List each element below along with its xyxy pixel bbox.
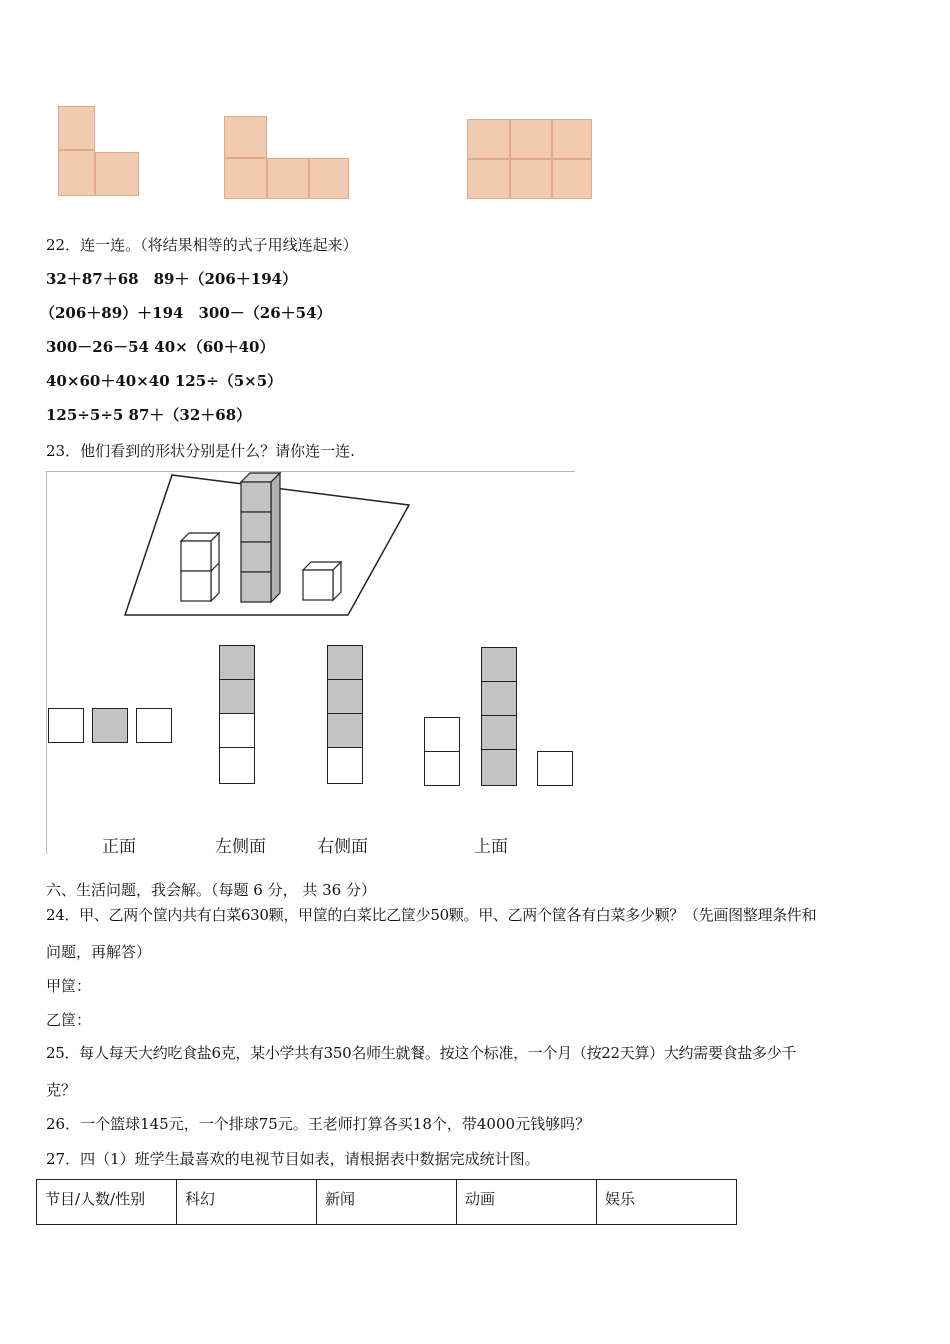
square: [510, 159, 552, 199]
square: [467, 119, 510, 159]
square: [481, 715, 517, 750]
q25-text-line1: 25．每人每天大约吃食盐6克，某小学共有350名师生就餐。按这个标准，一个月（按22天算）大约需要食盐多少千: [46, 1044, 797, 1062]
square: [219, 645, 255, 680]
square: [424, 751, 460, 786]
q22-row-1: 32＋87＋68 89＋（206＋194）: [46, 270, 298, 288]
q25-text-line2: 克？: [46, 1081, 77, 1099]
table-cell: 科幻: [177, 1180, 317, 1225]
q23-title: 23．他们看到的形状分别是什么？请你连一连.: [46, 442, 355, 460]
q24-text-line1: 24．甲、乙两个筐内共有白菜630颗，甲筐的白菜比乙筐少50颗。甲、乙两个筐各有白菜多少颗？（先画图整理条件和: [46, 906, 817, 924]
cube-stack-left: [181, 533, 219, 601]
q22-row-3: 300－26－54 40×（60＋40）: [46, 338, 275, 356]
table-cell: 节目/人数/性别: [37, 1180, 177, 1225]
q22-row-4: 40×60＋40×40 125÷（5×5）: [46, 372, 283, 390]
q22-row-2: （206＋89）＋194 300－（26＋54）: [40, 304, 332, 322]
square: [219, 713, 255, 748]
square: [58, 150, 95, 196]
square: [552, 159, 592, 199]
square: [481, 681, 517, 716]
square: [327, 679, 363, 714]
square: [136, 708, 172, 743]
square: [327, 645, 363, 680]
cube-single-right: [303, 562, 341, 600]
q22-row-5: 125÷5÷5 87＋（32＋68）: [46, 406, 252, 424]
square: [327, 747, 363, 784]
cube-scene: [47, 472, 575, 632]
table-cell: 动画: [457, 1180, 597, 1225]
q27-text: 27．四（1）班学生最喜欢的电视节目如表，请根据表中数据完成统计图。: [46, 1150, 540, 1168]
tv-program-table: [36, 1179, 737, 1225]
square: [537, 751, 573, 786]
square: [224, 158, 267, 199]
square: [327, 713, 363, 748]
square: [552, 119, 592, 159]
square: [510, 119, 552, 159]
view-label-front: 正面: [102, 837, 136, 857]
square: [224, 116, 267, 158]
section6-title: 六、生活问题，我会解。（每题 6 分， 共 36 分）: [46, 881, 376, 899]
q22-title: 22．连一连。（将结果相等的式子用线连起来）: [46, 236, 358, 254]
square: [424, 717, 460, 752]
q23-figure: [46, 471, 575, 857]
table-cell: 娱乐: [597, 1180, 737, 1225]
cube-stack-middle: [241, 473, 280, 602]
square: [309, 158, 349, 199]
q24-label-yi: 乙筐：: [46, 1011, 92, 1029]
square: [219, 679, 255, 714]
q24-text-line2: 问题，再解答）: [46, 943, 152, 961]
q24-label-jia: 甲筐：: [46, 977, 92, 995]
view-label-top: 上面: [474, 837, 508, 857]
square: [481, 647, 517, 682]
square: [467, 159, 510, 199]
view-label-left: 左侧面: [215, 837, 266, 857]
square: [267, 158, 309, 199]
square: [48, 708, 84, 743]
square: [58, 106, 95, 150]
square: [92, 708, 128, 743]
square: [95, 152, 139, 196]
table-row: [37, 1180, 737, 1225]
square: [219, 747, 255, 784]
q26-text: 26．一个篮球145元，一个排球75元。王老师打算各买18个，带4000元钱够吗？: [46, 1115, 591, 1133]
square: [481, 749, 517, 786]
view-label-right: 右侧面: [317, 837, 368, 857]
table-cell: 新闻: [317, 1180, 457, 1225]
